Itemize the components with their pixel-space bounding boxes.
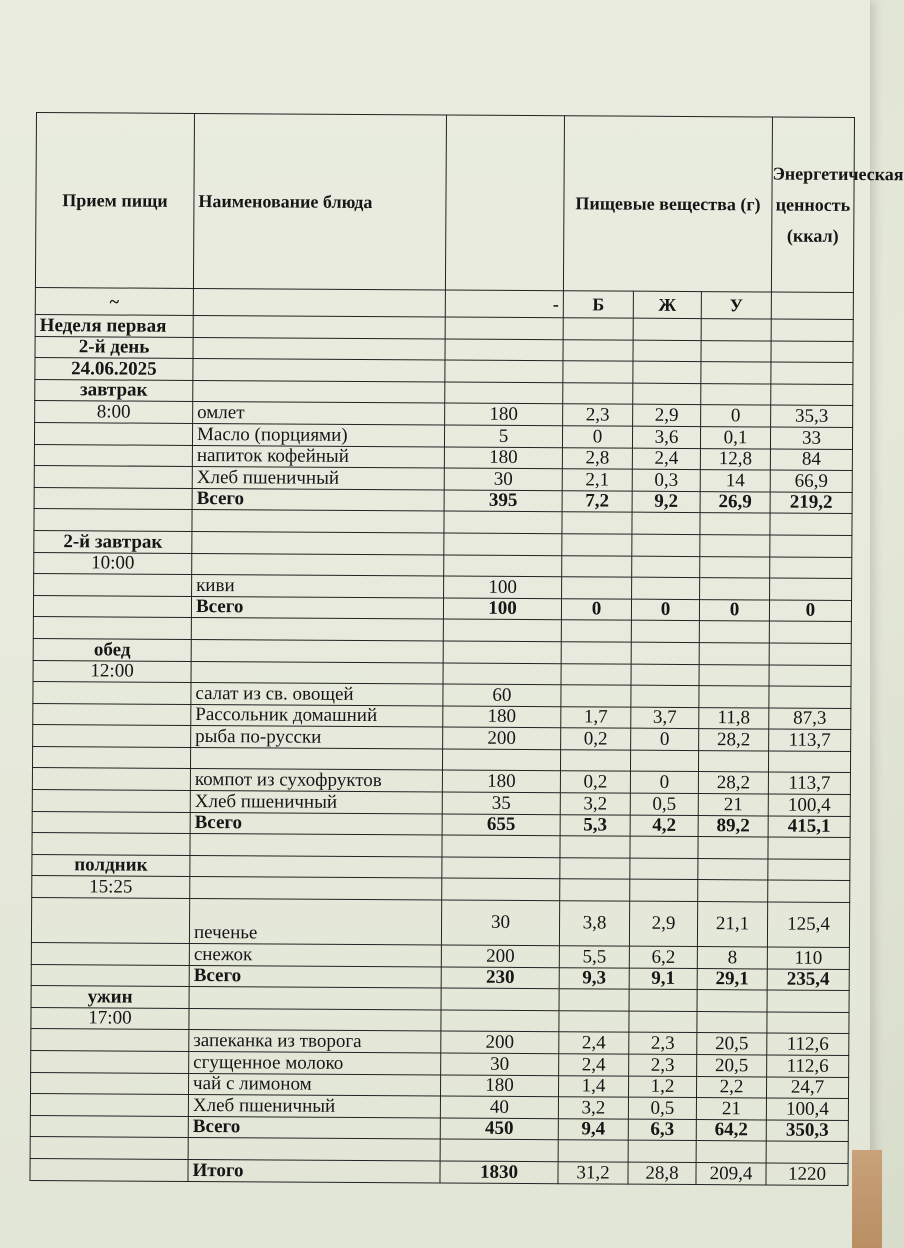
subtotal-fat: 9,2 <box>632 491 700 513</box>
dish-carbs: 8 <box>697 947 767 969</box>
date-label: 24.06.2025 <box>35 358 193 381</box>
meal-time: 10:00 <box>34 552 192 575</box>
subtotal-carbs: 29,1 <box>697 968 767 990</box>
dish-protein: 1,4 <box>558 1075 628 1097</box>
dish-weight: 180 <box>445 403 563 425</box>
dish-fat: 3,7 <box>631 707 699 729</box>
meal-title: полдник <box>32 854 190 877</box>
dish-carbs: 21 <box>696 1098 766 1120</box>
dish-name: Масло (порциями) <box>192 423 444 446</box>
subtotal-weight: 395 <box>444 490 562 512</box>
dish-name: салат из св. овощей <box>191 683 443 706</box>
dish-name: запеканка из творога <box>189 1030 441 1053</box>
grand-total-kcal: 1220 <box>766 1163 848 1185</box>
dish-carbs: 12,8 <box>700 448 770 470</box>
dish-fat: 0 <box>631 728 699 750</box>
grand-total-carbs: 209,4 <box>696 1163 766 1185</box>
meal-time: 12:00 <box>33 660 191 683</box>
dish-weight: 35 <box>442 792 560 814</box>
dish-kcal: 113,7 <box>769 729 851 751</box>
dish-carbs: 0 <box>701 405 771 427</box>
dish-protein: 2,3 <box>563 404 633 426</box>
dish-protein: 3,2 <box>558 1097 628 1119</box>
dish-kcal: 66,9 <box>770 470 852 492</box>
dish-protein: 3,2 <box>560 793 630 815</box>
dish-kcal <box>770 578 852 600</box>
day-label: 2-й день <box>35 336 193 359</box>
dish-kcal: 100,4 <box>766 1098 848 1120</box>
subtotal-protein: 9,4 <box>558 1118 628 1140</box>
meal-time: 17:00 <box>31 1007 189 1030</box>
dish-kcal: 113,7 <box>768 772 850 794</box>
subtotal-label: Всего <box>191 596 443 619</box>
dish-weight: 180 <box>443 706 561 728</box>
subtotal-fat: 9,1 <box>629 968 697 990</box>
dish-carbs: 21 <box>698 794 768 816</box>
dish-weight: 30 <box>441 1053 559 1075</box>
dish-weight: 180 <box>444 447 562 469</box>
subtotal-protein: 9,3 <box>559 967 629 989</box>
menu-document <box>29 112 904 1186</box>
dish-fat: 1,2 <box>628 1076 696 1098</box>
dish-carbs: 21,1 <box>697 902 767 947</box>
dish-name: Рассольник домашний <box>191 704 443 727</box>
dish-kcal: 24,7 <box>766 1077 848 1099</box>
header-mark: ~ <box>35 287 193 315</box>
dish-fat: 3,6 <box>632 426 700 448</box>
subtotal-kcal: 350,3 <box>766 1120 848 1142</box>
dish-weight: 30 <box>441 900 559 946</box>
dish-protein <box>562 577 632 599</box>
dish-carbs: 20,5 <box>697 1033 767 1055</box>
week-label: Неделя первая <box>35 314 193 337</box>
dish-name: рыба по-русски <box>191 726 443 749</box>
dish-weight: 200 <box>443 727 561 749</box>
dish-protein: 0 <box>562 426 632 448</box>
subtotal-weight: 100 <box>443 598 561 620</box>
dish-protein: 2,4 <box>559 1054 629 1076</box>
subtotal-kcal: 0 <box>769 600 851 622</box>
meal-title: обед <box>33 638 191 661</box>
dish-fat: 0,3 <box>632 469 700 491</box>
dish-weight: 200 <box>441 1031 559 1053</box>
dish-fat: 2,9 <box>629 901 697 946</box>
dish-fat: 2,3 <box>629 1033 697 1055</box>
dish-fat: 0,5 <box>628 1097 696 1119</box>
dish-name: печенье <box>189 898 441 945</box>
grand-total-fat: 28,8 <box>628 1162 696 1184</box>
subtotal-weight: 655 <box>442 814 560 836</box>
subtotal-protein: 0 <box>561 598 631 620</box>
dish-name: киви <box>192 575 444 598</box>
subtotal-kcal: 235,4 <box>767 969 849 991</box>
dish-protein: 0,2 <box>561 728 631 750</box>
subtotal-fat: 0 <box>631 599 699 621</box>
dish-carbs: 28,2 <box>698 772 768 794</box>
meal-title: 2-й завтрак <box>34 530 192 553</box>
dish-kcal: 35,3 <box>771 405 853 427</box>
dish-name: снежок <box>189 943 441 966</box>
dish-weight: 200 <box>441 945 559 967</box>
table-row <box>31 898 849 948</box>
dish-fat <box>632 577 700 599</box>
dish-kcal: 100,4 <box>768 794 850 816</box>
dish-name: компот из сухофруктов <box>190 769 442 792</box>
table-surface <box>852 1150 882 1248</box>
dish-carbs: 20,5 <box>697 1055 767 1077</box>
dish-weight: 40 <box>440 1096 558 1118</box>
dish-column-header: Наименование блюда <box>193 113 446 290</box>
subtotal-label: Всего <box>192 488 444 511</box>
dish-weight: 60 <box>443 684 561 706</box>
dish-carbs: 2,2 <box>696 1076 766 1098</box>
dish-fat: 6,2 <box>629 946 697 968</box>
dish-fat <box>631 685 699 707</box>
header-row <box>35 113 854 293</box>
meal-time: 8:00 <box>35 401 193 424</box>
dish-kcal: 112,6 <box>767 1033 849 1055</box>
energy-column-header: Энергетическая ценность (ккал) <box>771 117 854 292</box>
carbs-header: У <box>701 292 771 319</box>
dish-kcal <box>769 686 851 708</box>
dish-fat: 2,3 <box>629 1054 697 1076</box>
dish-name: напиток кофейный <box>192 445 444 468</box>
dish-protein <box>561 685 631 707</box>
subtotal-fat: 4,2 <box>630 815 698 837</box>
dish-weight: 100 <box>444 576 562 598</box>
subtotal-label: Всего <box>188 1116 440 1139</box>
dish-weight: 180 <box>440 1075 558 1097</box>
dish-protein: 0,2 <box>560 771 630 793</box>
dish-fat: 2,9 <box>633 405 701 427</box>
subtotal-label: Всего <box>189 965 441 988</box>
dish-name: Хлеб пшеничный <box>190 791 442 814</box>
subtotal-carbs: 89,2 <box>698 815 768 837</box>
dish-carbs: 11,8 <box>699 707 769 729</box>
dish-carbs: 0,1 <box>700 427 770 449</box>
dish-name: сгущенное молоко <box>189 1051 441 1074</box>
subtotal-weight: 230 <box>441 967 559 989</box>
dish-carbs: 14 <box>700 470 770 492</box>
dish-fat: 0 <box>630 772 698 794</box>
subtotal-protein: 7,2 <box>562 490 632 512</box>
menu-table <box>29 112 904 1186</box>
subtotal-kcal: 219,2 <box>770 492 852 514</box>
dish-carbs <box>700 578 770 600</box>
dish-name: омлет <box>193 402 445 425</box>
grand-total-weight: 1830 <box>440 1161 558 1183</box>
subtotal-weight: 450 <box>440 1118 558 1140</box>
dish-name: чай с лимоном <box>189 1073 441 1096</box>
dish-weight: 5 <box>444 425 562 447</box>
grand-total-protein: 31,2 <box>558 1162 628 1184</box>
dish-weight: 180 <box>442 770 560 792</box>
dish-protein: 2,1 <box>562 469 632 491</box>
grand-total-row <box>30 1158 848 1185</box>
dish-carbs <box>699 686 769 708</box>
dish-protein: 2,4 <box>559 1032 629 1054</box>
fat-header: Ж <box>633 291 701 318</box>
subtotal-label: Всего <box>190 812 442 835</box>
dish-protein: 1,7 <box>561 706 631 728</box>
protein-header: Б <box>563 291 633 318</box>
subtotal-fat: 6,3 <box>628 1119 696 1141</box>
dish-protein: 5,5 <box>559 946 629 968</box>
dish-carbs: 28,2 <box>699 729 769 751</box>
dish-kcal: 84 <box>770 449 852 471</box>
dish-fat: 0,5 <box>630 793 698 815</box>
dish-kcal: 87,3 <box>769 708 851 730</box>
meal-title: ужин <box>31 986 189 1009</box>
dish-protein: 3,8 <box>559 901 629 946</box>
subtotal-carbs: 0 <box>699 599 769 621</box>
dish-name: Хлеб пшеничный <box>192 467 444 490</box>
subtotal-protein: 5,3 <box>560 814 630 836</box>
dish-fat: 2,4 <box>632 448 700 470</box>
dish-kcal: 125,4 <box>767 902 849 948</box>
grand-total-label: Итого <box>188 1159 440 1182</box>
meal-title: завтрак <box>35 379 193 402</box>
subtotal-kcal: 415,1 <box>768 816 850 838</box>
nutrients-column-header: Пищевые вещества (г) <box>563 116 772 292</box>
subtotal-carbs: 26,9 <box>700 491 770 513</box>
dish-kcal: 112,6 <box>767 1055 849 1077</box>
header-mark: - <box>445 290 563 318</box>
dish-name: Хлеб пшеничный <box>188 1095 440 1118</box>
dish-kcal: 33 <box>770 427 852 449</box>
subtotal-carbs: 64,2 <box>696 1119 766 1141</box>
meal-column-header: Прием пищи <box>35 113 194 289</box>
meal-time: 15:25 <box>32 876 190 899</box>
dish-weight: 30 <box>444 468 562 490</box>
dish-kcal: 110 <box>767 947 849 969</box>
dish-protein: 2,8 <box>562 447 632 469</box>
